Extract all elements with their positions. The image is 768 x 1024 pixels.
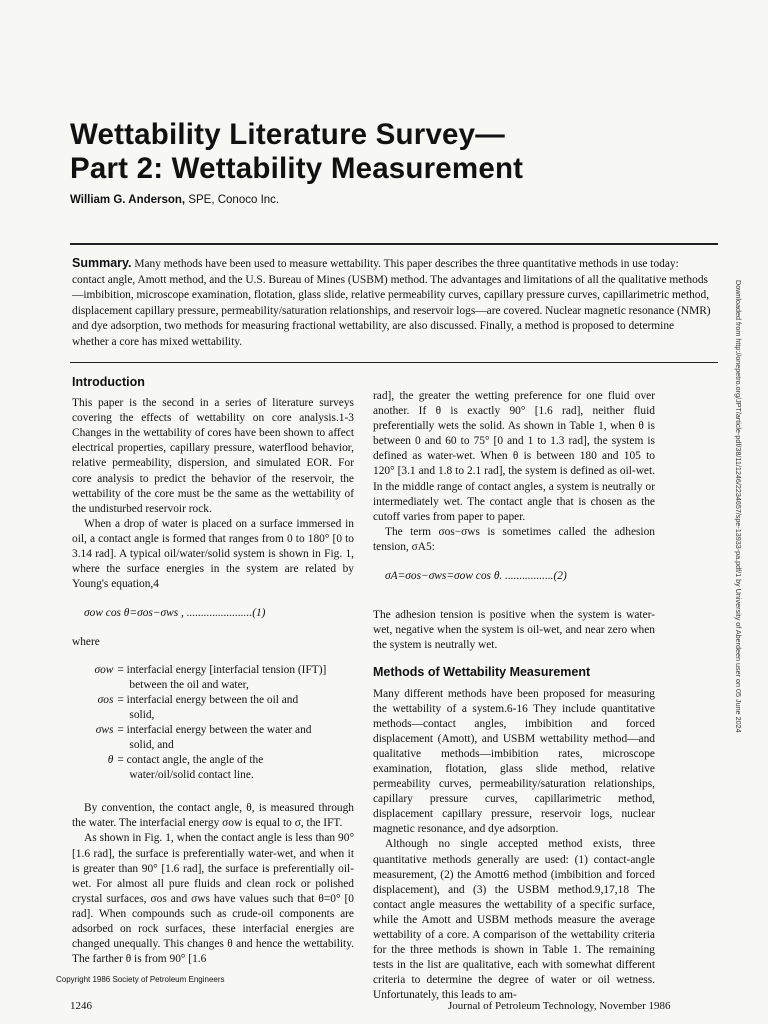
definition-item bbox=[72, 723, 354, 753]
page-number: 1246 bbox=[70, 1000, 92, 1012]
introduction-heading: Introduction bbox=[72, 375, 145, 389]
download-watermark: Downloaded from http://onepetro.org/JPT/article-pdf/38/11/1246/2234657/spe-13933-pa.pdf/1 by University of Aberdeen user on 05 June 2024 bbox=[734, 280, 743, 733]
summary-bottom-rule bbox=[70, 362, 718, 363]
equation-1: σow cos θ=σos−σws , .......................(1) bbox=[84, 607, 266, 620]
where-label: where bbox=[72, 636, 100, 649]
intro-paragraph-1: This paper is the second in a series of literature surveys covering the effects of wettability on core analysis.1-3 Changes in the wettability of cores have been shown to affect electrical properties, capillary pressure, waterflood behavior, relative permeability, dispersion, and simulated EOR. For core analysis to predict the behavior of the reservoir, the wettability of the core must be the same as the wettability of the undisturbed reservoir rock. bbox=[72, 397, 354, 515]
definition-continuation: solid, and bbox=[129, 738, 174, 751]
definition-item bbox=[72, 753, 354, 783]
copyright-notice: Copyright 1986 Society of Petroleum Engineers bbox=[56, 975, 225, 984]
intro-paragraph-2: When a drop of water is placed on a surface immersed in oil, a contact angle is formed that ranges from 0 to 180° [0 to 3.14 rad]. A typical oil/water/solid system is shown in Fig. 1, where the surface energies in the system are related by Young's equation,4 bbox=[72, 517, 354, 591]
summary-block bbox=[72, 256, 712, 350]
definition-text: = contact angle, the angle of the bbox=[117, 754, 264, 767]
right-column bbox=[373, 389, 655, 1003]
definition-symbol: θ bbox=[107, 754, 114, 767]
methods-heading: Methods of Wettability Measurement bbox=[373, 665, 591, 680]
definition-text: = interfacial energy [interfacial tension (IFT)] bbox=[117, 663, 327, 676]
intro-paragraph-3: By convention, the contact angle, θ, is measured through the water. The interfacial energy σow is equal to σ, the IFT. bbox=[72, 802, 354, 830]
summary-heading: Summary. bbox=[72, 256, 132, 270]
methods-paragraph-2: Although no single accepted method exists, three quantitative methods generally are used: (1) contact-angle measurement, (2) the Amott6 method (imbibition and forced displacement), and (3) the USBM method.9,17,18 The contact angle measures the wettability of a specific surface, while the Amott and USBM methods measure the average wettability of a core. A comparison of the wettability criteria for the three methods is shown in Table 1. The remaining tests in the list are qualitative, each with somewhat different criteria to determine the degree of water or oil wetness. Unfortunately, this leads to am- bbox=[373, 838, 655, 1002]
definition-text: = interfacial energy between the oil and bbox=[117, 693, 299, 706]
symbol-definitions bbox=[72, 663, 354, 784]
right-paragraph-3: The adhesion tension is positive when the system is water-wet, negative when the system is oil-wet, and near zero when the system is neutrally wet. bbox=[373, 609, 655, 652]
definition-continuation: solid, bbox=[129, 708, 155, 721]
left-column bbox=[72, 375, 354, 967]
equation-2: σA=σos−σws=σow cos θ. .................(2) bbox=[385, 570, 567, 583]
methods-paragraph-1: Many different methods have been proposed for measuring the wettability of a system.6-16 They include quantitative methods—contact angles, imbibition and forced displacement (Amott), and USBM wettability method—and qualitative methods—imbibition rates, microscope examination, flotation, glass slide method, relative permeability curves, permeability/saturation relationships, capillary pressure curves, capillarimetric method, displacement capillary pressure, reservoir logs, nuclear magnetic resonance, and dye adsorption. bbox=[373, 687, 655, 836]
definition-continuation: between the oil and water, bbox=[129, 678, 249, 691]
definition-symbol: σos bbox=[97, 693, 114, 706]
title-line-1: Wettability Literature Survey— bbox=[70, 118, 505, 151]
definition-item bbox=[72, 663, 354, 693]
byline bbox=[70, 194, 279, 206]
intro-paragraph-4: As shown in Fig. 1, when the contact angle is less than 90° [1.6 rad], the surface is preferentially water-wet, and when it is greater than 90° [1.6 rad], the surface is preferentially oil-wet. For almost all pure fluids and clean rock or polished crystal surfaces, σos and σws have values such that θ=0° [0 rad]. When compounds such as crude-oil components are adsorbed on rock surfaces, these interfacial energies are changed unequally. This changes θ and hence the wettability. The farther θ is from 90° [1.6 bbox=[72, 832, 354, 966]
right-paragraph-2: The term σos−σws is sometimes called the adhesion tension, σA5: bbox=[373, 525, 655, 553]
definition-symbol: σow bbox=[94, 663, 114, 676]
author-affiliation: SPE, Conoco Inc. bbox=[188, 194, 280, 206]
author-name: William G. Anderson, bbox=[70, 194, 186, 206]
definition-text: = interfacial energy between the water and bbox=[117, 723, 312, 736]
definition-symbol: σws bbox=[95, 723, 114, 736]
summary-top-rule bbox=[70, 243, 718, 245]
title-line-2: Part 2: Wettability Measurement bbox=[70, 152, 524, 185]
paper-title bbox=[70, 118, 710, 186]
journal-footer: Journal of Petroleum Technology, November 1986 bbox=[448, 1000, 671, 1012]
right-paragraph-1: rad], the greater the wetting preference for one fluid over another. If θ is exactly 90° [1.6 rad], neither fluid preferentially wets the solid. As shown in Table 1, when θ is between 0 and 60 to 75° [0 and 1 to 1.3 rad], the system is defined as water-wet. When θ is between 180 and 105 to 120° [3.1 and 1.8 to 2.1 rad], the system is defined as oil-wet. In the middle range of contact angles, a system is neutrally or intermediately wet. The contact angle that is chosen as the cutoff varies from paper to paper. bbox=[373, 390, 655, 523]
definition-continuation: water/oil/solid contact line. bbox=[129, 769, 254, 782]
summary-text: Many methods have been used to measure wettability. This paper describes the three quantitative methods in use today: contact angle, Amott method, and the U.S. Bureau of Mines (USBM) method. The advantages and limitations of all the qualitative methods—imbibition, microscope examination, flotation, glass slide, relative permeability curves, capillary pressure curves, capillarimetric method, displacement capillary pressure, permeability/saturation relationships, and reservoir logs—are covered. Nuclear magnetic resonance (NMR) and dye adsorption, two methods for measuring fractional wettability, are also discussed. Finally, a method is proposed to determine whether a core has mixed wettability. bbox=[72, 258, 711, 348]
definition-item bbox=[72, 693, 354, 723]
